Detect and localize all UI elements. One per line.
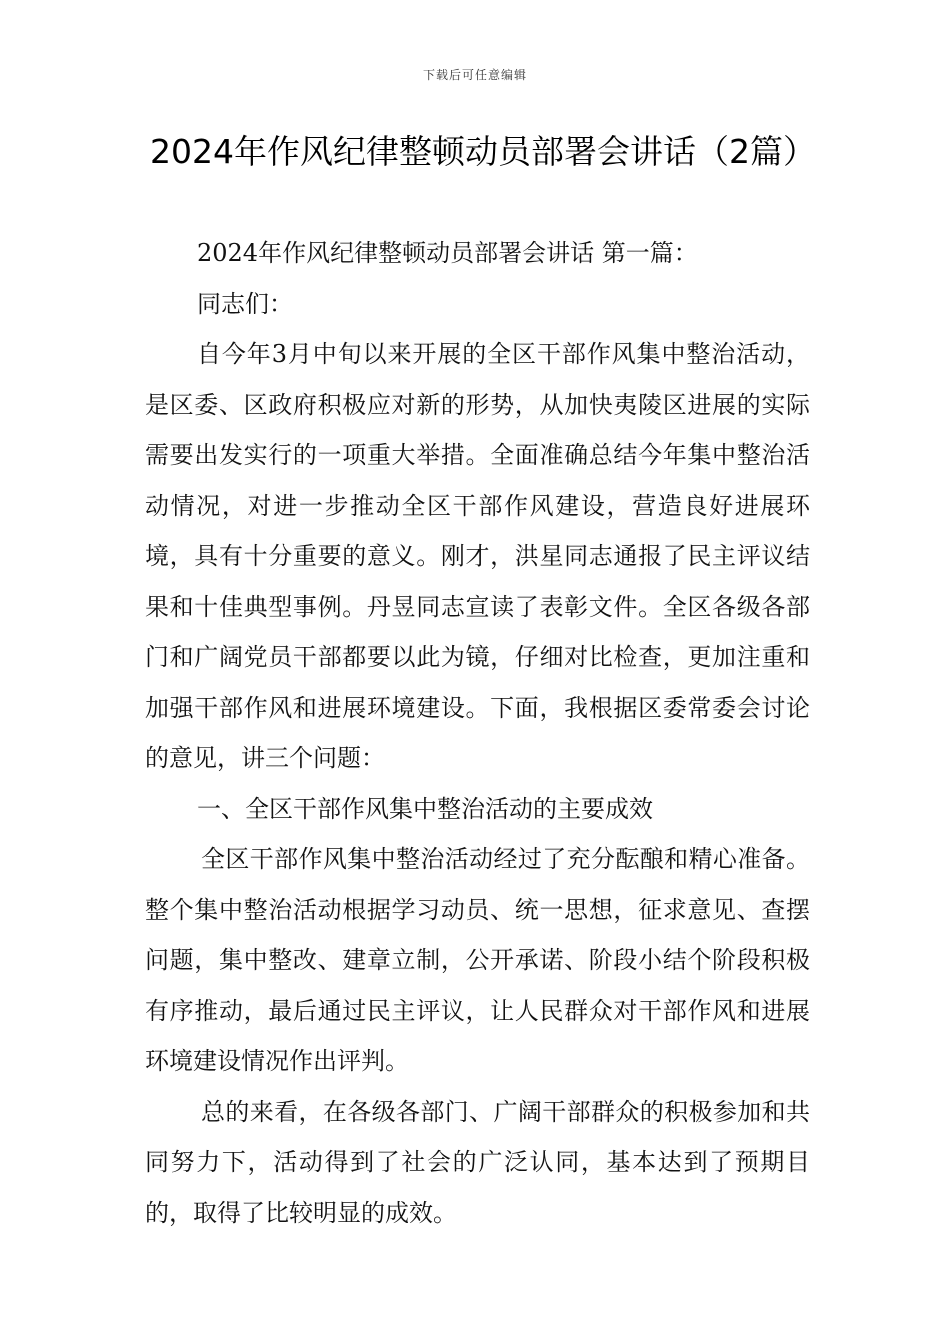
header-note: 下载后可任意编辑	[422, 68, 527, 82]
section-heading: 一、全区干部作风集中整治活动的主要成效	[197, 794, 653, 823]
paragraph-preparation: 全区干部作风集中整治活动经过了充分酝酿和精心准备。整个集中整治活动根据学习动员、统一思想，征求意见、查摆问题，集中整改、建章立制，公开承诺、阶段小结个阶段积极有序推动，最后通过民主评议，让人民群众对干部作风和进展环境建设情况作出评判。	[145, 845, 810, 1075]
salutation: 同志们：	[197, 289, 293, 318]
document-title: 2024年作风纪律整顿动员部署会讲话（2篇）	[150, 132, 816, 171]
document-body	[145, 228, 810, 1238]
document-subtitle: 2024年作风纪律整顿动员部署会讲话 第一篇：	[197, 239, 698, 267]
paragraph-intro: 自今年3月中旬以来开展的全区干部作风集中整治活动，是区委、区政府积极应对新的形势，从加快夷陵区进展的实际需要出发实行的一项重大举措。全面准确总结今年集中整治活动情况，对进一步推动全区干部作风建设，营造良好进展环境，具有十分重要的意义。刚才，洪星同志通报了民主评议结果和十佳典型事例。丹昱同志宣读了表彰文件。全区各级各部门和广阔党员干部都要以此为镜，仔细对比检查，更加注重和加强干部作风和进展环境建设。下面，我根据区委常委会讨论的意见，讲三个问题：	[145, 340, 810, 772]
paragraph-summary: 总的来看，在各级各部门、广阔干部群众的积极参加和共同努力下，活动得到了社会的广泛认同，基本达到了预期目的，取得了比较明显的成效。	[145, 1097, 810, 1227]
